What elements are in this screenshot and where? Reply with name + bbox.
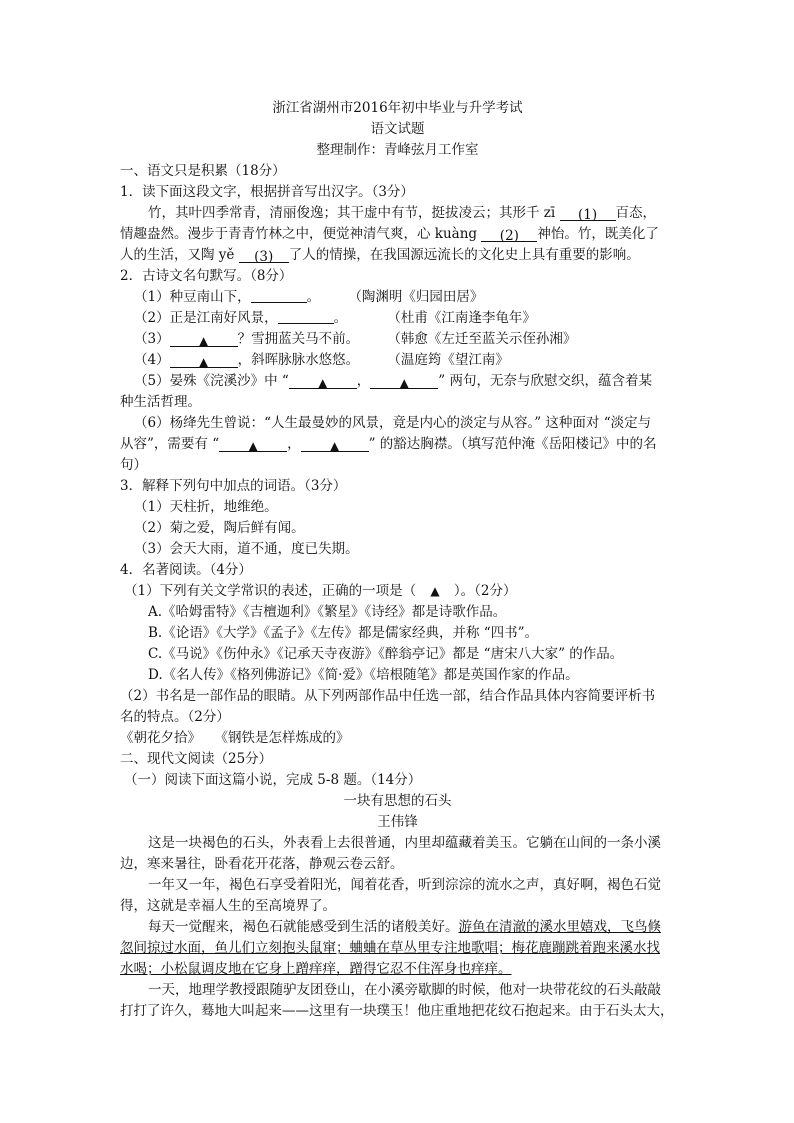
section1-heading: 一、语文只是积累（18分） <box>120 163 286 179</box>
q2-item-6-end: 句） <box>120 457 147 473</box>
q1-text: 百态， <box>615 205 657 221</box>
q2-item-5-cont: 种生活哲理。 <box>120 394 201 410</box>
story-paragraph: 边，寒来暑往，卧看花开花落，静观云卷云舒。 <box>120 856 404 872</box>
q2-text: （2）正是江南好风景， <box>134 310 278 326</box>
q2-text: 。 <box>333 310 348 326</box>
q2-text: ，斜晖脉脉水悠悠。 <box>237 352 360 368</box>
q1-blank-1[interactable]: (1) <box>560 205 616 221</box>
q2-text: ， <box>356 373 371 389</box>
q2-source: （韩愈《左迁至蓝关示侄孙湘》 <box>387 331 577 347</box>
q1-text: 神怡。竹，既美化了 <box>537 226 659 242</box>
q4-option-c: C.《马说》《伤仲永》《记承天寺夜游》《醉翁亭记》都是 “唐宋八大家” 的作品。 <box>148 646 624 662</box>
story-paragraph: 这是一块褐色的石头，外表看上去很普通，内里却蕴藏着美玉。它躺在山间的一条小溪 <box>148 835 661 851</box>
section2-sub: （一）阅读下面这篇小说，完成 5-8 题。（14分） <box>124 772 422 788</box>
q4-stem: 4．名著阅读。（4分） <box>120 562 252 578</box>
q2-text: ？雪拥蓝关马不前。 <box>237 331 360 347</box>
q4-sub-2: （2）书名是一部作品的眼睛。从下列两部作品中任选一部，结合作品具体内容简要评析书 <box>120 688 656 704</box>
q4-sub-2-cont: 名的特点。（2分） <box>120 709 230 725</box>
story-paragraph <box>120 959 675 980</box>
q4-option-a: A.《哈姆雷特》《吉檀迦利》《繁星》《诗经》都是诗歌作品。 <box>148 604 507 620</box>
q2-source: （杜甫《江南逢李龟年》 <box>387 310 536 326</box>
q1-text: 竹，其叶四季常青，清丽俊逸；其干虚中有节，挺拔凌云；其形千 zī <box>148 205 556 221</box>
answer-marker: ▲ <box>430 584 440 598</box>
q2-text: （3） <box>134 331 170 347</box>
q3-item-2: （2）菊之爱，陶后鲜有闻。 <box>134 520 305 536</box>
story-paragraph: 得，这就是幸福人生的至高境界了。 <box>120 898 336 914</box>
q2-item-6: （6）杨绛先生曾说：“人生最曼妙的风景，竟是内心的淡定与从容。” 这种面对 “淡定与 <box>134 415 652 431</box>
q1-stem: 1．读下面这段文字，根据拼音写出汉字。（3分） <box>120 184 414 200</box>
q2-blank[interactable]: ▲ <box>170 352 238 368</box>
q2-blank[interactable]: ▲ <box>289 373 357 389</box>
q1-text: 人的生活，又陶 yě <box>120 247 235 263</box>
q1-blank-3[interactable]: (3) <box>239 247 289 263</box>
q2-stem: 2．古诗文名句默写。（8分） <box>120 268 293 284</box>
q1-line3 <box>120 245 675 266</box>
q4-text: （1）下列有关文学常识的表述，正确的一项是（ <box>124 583 417 599</box>
q2-blank[interactable] <box>278 308 334 324</box>
q2-blank[interactable]: ▲ <box>219 436 287 452</box>
story-author: 王伟锋 <box>377 814 418 830</box>
story-title: 一块有思想的石头 <box>343 793 452 809</box>
story-paragraph: 一天，地理学教授跟随驴友团登山，在小溪旁歇脚的时候，他对一块带花纹的石头敲敲 <box>148 982 661 998</box>
q2-text: ” 两句，无奈与欣慰交织，蕴含着某 <box>438 373 652 389</box>
q2-item-2 <box>134 308 689 329</box>
story-text: 每天一觉醒来，褐色石就能感受到生活的诸般美好。 <box>148 919 459 935</box>
q2-text: 从容”，需要有 “ <box>120 436 220 452</box>
q2-item-3 <box>134 329 689 350</box>
q2-blank[interactable]: ▲ <box>370 373 438 389</box>
story-paragraph <box>148 917 703 938</box>
q1-line1 <box>148 203 703 224</box>
underlined-passage: ；小松鼠调皮地在它身上蹭痒痒，蹭得它忍不住浑身也痒痒。 <box>147 961 512 977</box>
q2-blank[interactable]: ▲ <box>301 436 369 452</box>
q1-text: 情趣盎然。漫步于青青竹林之中，便觉神清气爽，心 kuàng <box>120 226 478 242</box>
q2-text: ， <box>287 436 301 452</box>
q2-item-5 <box>134 371 689 392</box>
q2-text: 。 <box>306 289 321 305</box>
credit-line: 整理制作：青峰弦月工作室 <box>316 142 479 158</box>
q4-sub-1 <box>124 581 679 602</box>
q2-text: （5）晏殊《浣溪沙》中 “ <box>134 373 289 389</box>
q2-source: （温庭筠《望江南》 <box>387 352 509 368</box>
q2-text: ” 的豁达胸襟。（填写范仲淹《岳阳楼记》中的名 <box>368 436 657 452</box>
underlined-passage: 游鱼在清澈的溪水里嬉戏，飞鸟倏 <box>458 919 661 935</box>
q2-item-1 <box>134 287 689 308</box>
q2-text: （1）种豆南山下， <box>134 289 251 305</box>
q1-blank-2[interactable]: (2) <box>481 226 537 242</box>
q3-item-3: （3）会天大雨，道不通，度已失期。 <box>134 541 359 557</box>
q4-option-d: D.《名人传》《格列佛游记》《简·爱》《培根随笔》都是英国作家的作品。 <box>148 667 579 683</box>
q4-books: 《朝花夕拾》 《钢铁是怎样炼成的》 <box>120 730 350 746</box>
q4-option-b: B.《论语》《大学》《孟子》《左传》都是儒家经典，并称 “四书”。 <box>148 625 539 641</box>
q2-text: （4） <box>134 352 170 368</box>
q4-text: ）。（2分） <box>453 583 517 599</box>
q2-item-4 <box>134 350 689 371</box>
q1-line2 <box>120 224 675 245</box>
story-paragraph: 打打了许久，蓦地大叫起来——这里有一块璞玉！他庄重地把花纹石抱起来。由于石头太大， <box>120 1003 674 1019</box>
section2-heading: 二、现代文阅读（25分） <box>120 751 273 767</box>
q3-item-1: （1）天柱折，地维绝。 <box>134 499 278 515</box>
underlined-passage: 水喝 <box>120 961 147 977</box>
page-title: 浙江省湖州市2016年初中毕业与升学考试 <box>272 100 523 116</box>
q2-blank[interactable]: ▲ <box>170 331 238 347</box>
q2-source: （陶渊明《归园田居》 <box>348 289 484 305</box>
q2-blank[interactable] <box>251 287 307 303</box>
subject-title: 语文试题 <box>370 121 425 137</box>
q3-stem: 3．解释下列句中加点的词语。（3分） <box>120 478 347 494</box>
q1-text: 了人的情操，在我国源远流长的文化史上具有重要的影响。 <box>288 247 640 263</box>
story-paragraph: 一年又一年，褐色石享受着阳光，闻着花香，听到淙淙的流水之声，真好啊，褐色石觉 <box>148 877 661 893</box>
q2-item-6-cont <box>120 434 675 455</box>
underlined-passage: 忽间掠过水面，鱼儿们立刻抱头鼠窜；蛐蛐在草丛里专注地歌唱；梅花鹿蹦跳着跑来溪水找 <box>120 940 660 956</box>
